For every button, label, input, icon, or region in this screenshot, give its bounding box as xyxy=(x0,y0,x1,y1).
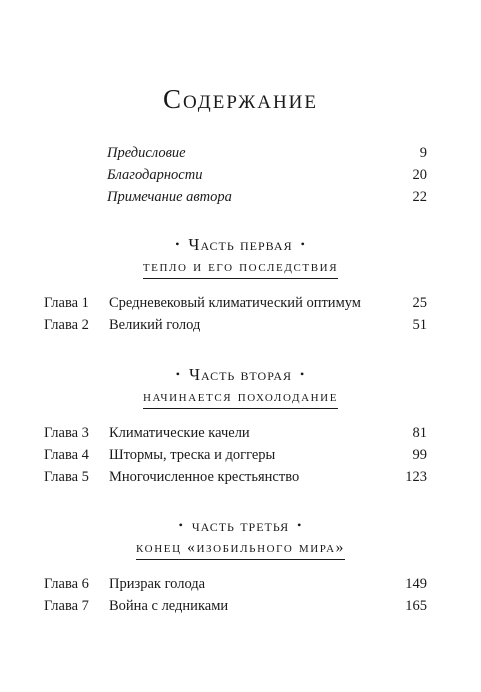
chapter-title: Призрак голода xyxy=(109,576,206,592)
part-title: часть третья xyxy=(191,516,290,535)
part-subtitle-underline xyxy=(143,258,338,279)
part-subtitle-underline xyxy=(136,539,345,560)
entry-label: Благодарности xyxy=(107,167,203,183)
chapter-title: Штормы, треска и доггеры xyxy=(109,447,276,463)
toc-entry-chapter[interactable] xyxy=(44,292,427,314)
toc-entry-chapter[interactable] xyxy=(44,444,427,466)
chapter-page-number: 165 xyxy=(405,598,427,614)
front-matter-list xyxy=(107,142,427,208)
chapter-title: Климатические качели xyxy=(109,425,250,441)
bullet-icon: • xyxy=(300,237,306,251)
chapter-page-number: 123 xyxy=(405,469,427,485)
part-subtitle-underline xyxy=(143,388,338,409)
chapter-page-number: 51 xyxy=(412,317,427,333)
part-heading-2 xyxy=(0,365,481,409)
chapter-title: Средневековый климатический оптимум xyxy=(109,295,361,311)
entry-page-number: 20 xyxy=(412,167,427,183)
chapter-title: Многочисленное крестьянство xyxy=(109,469,300,485)
toc-entry-author-note[interactable] xyxy=(107,186,427,208)
bullet-icon: • xyxy=(175,367,181,381)
part-subtitle: конец «изобильного мира» xyxy=(136,539,345,556)
chapter-label: Глава 7 xyxy=(44,598,89,614)
toc-entry-chapter[interactable] xyxy=(44,573,427,595)
part-heading-1 xyxy=(0,235,481,279)
bullet-icon: • xyxy=(300,367,306,381)
toc-entry-acknowledgements[interactable] xyxy=(107,164,427,186)
page-title: Содержание xyxy=(162,84,319,114)
part-subtitle: тепло и его последствия xyxy=(142,258,339,275)
chapter-label: Глава 3 xyxy=(44,425,89,441)
toc-entry-preface[interactable] xyxy=(107,142,427,164)
toc-entry-chapter[interactable] xyxy=(44,466,427,488)
part-heading-3 xyxy=(0,516,481,560)
bullet-icon: • xyxy=(297,518,303,532)
toc-entry-chapter[interactable] xyxy=(44,314,427,336)
chapter-page-number: 99 xyxy=(412,447,427,463)
bullet-icon: • xyxy=(178,518,184,532)
chapter-label: Глава 4 xyxy=(44,447,89,463)
chapter-title: Война с ледниками xyxy=(109,598,229,614)
toc-entry-chapter[interactable] xyxy=(44,595,427,617)
chapter-list-part-3 xyxy=(44,573,427,617)
part-title: Часть первая xyxy=(188,235,293,254)
chapter-list-part-2 xyxy=(44,422,427,488)
chapter-list-part-1 xyxy=(44,292,427,336)
entry-page-number: 22 xyxy=(412,189,427,205)
entry-page-number: 9 xyxy=(419,145,427,161)
chapter-page-number: 25 xyxy=(412,295,427,311)
chapter-label: Глава 1 xyxy=(44,295,89,311)
chapter-page-number: 81 xyxy=(412,425,427,441)
chapter-title: Великий голод xyxy=(109,317,201,333)
chapter-label: Глава 5 xyxy=(44,469,89,485)
entry-label: Предисловие xyxy=(107,145,186,161)
part-title: Часть вторая xyxy=(188,365,293,384)
chapter-label: Глава 6 xyxy=(44,576,89,592)
chapter-page-number: 149 xyxy=(405,576,427,592)
chapter-label: Глава 2 xyxy=(44,317,89,333)
bullet-icon: • xyxy=(175,237,181,251)
toc-entry-chapter[interactable] xyxy=(44,422,427,444)
entry-label: Примечание автора xyxy=(107,189,232,205)
part-subtitle: начинается похолодание xyxy=(142,388,339,405)
